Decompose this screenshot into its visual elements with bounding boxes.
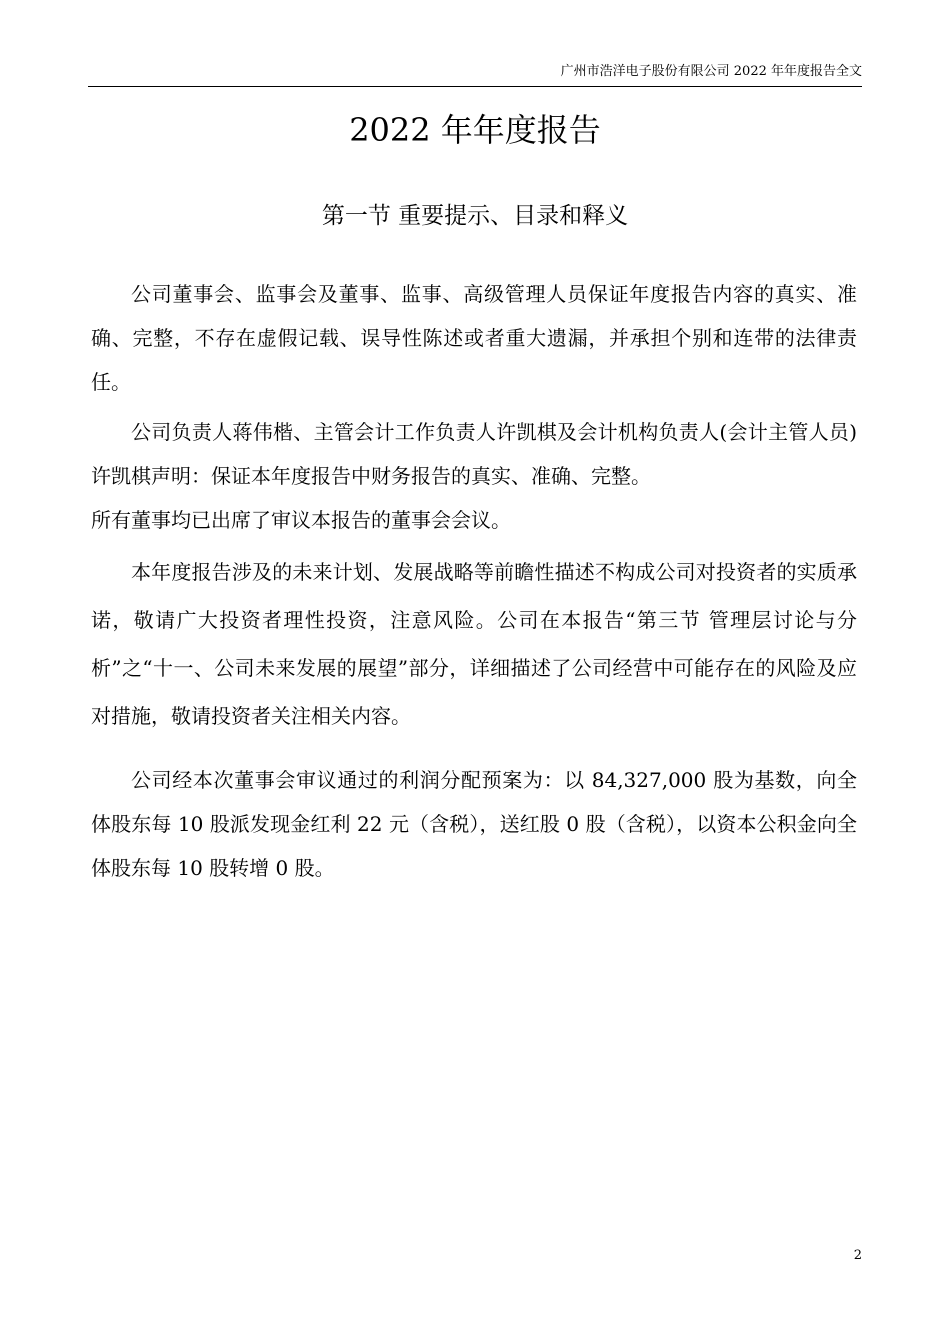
section-title: 第一节 重要提示、目录和释义 <box>321 203 629 229</box>
paragraph-board-guarantee: 公司董事会、监事会及董事、监事、高级管理人员保证年度报告内容的真实、准确、完整，不存在虚假记载、误导性陈述或者重大遗漏，并承担个别和连带的法律责任。 <box>91 282 857 394</box>
paragraph-forward-looking-risk: 本年度报告涉及的未来计划、发展战略等前瞻性描述不构成公司对投资者的实质承诺，敬请广大投资者理性投资，注意风险。公司在本报告“第三节 管理层讨论与分析”之“十一、公司未来发展的展望”部分，详细描述了公司经营中可能存在的风险及应对措施，敬请投资者关注相关内容。 <box>91 560 857 728</box>
header-divider <box>88 86 862 87</box>
paragraph-responsible-persons-statement: 公司负责人蒋伟楷、主管会计工作负责人许凯棋及会计机构负责人(会计主管人员)许凯棋声明：保证本年度报告中财务报告的真实、准确、完整。 <box>91 420 857 488</box>
paragraph-directors-attendance: 所有董事均已出席了审议本报告的董事会会议。 <box>91 508 511 532</box>
paragraph-profit-distribution: 公司经本次董事会审议通过的利润分配预案为：以 84,327,000 股为基数，向全体股东每 10 股派发现金红利 22 元（含税），送红股 0 股（含税），以资本公积金向全体股东每 10 股转增 0 股。 <box>91 768 857 880</box>
running-header: 广州市浩洋电子股份有限公司 2022 年年度报告全文 <box>560 64 862 79</box>
page-number: 2 <box>853 1248 862 1263</box>
report-title: 2022 年年度报告 <box>349 111 601 149</box>
